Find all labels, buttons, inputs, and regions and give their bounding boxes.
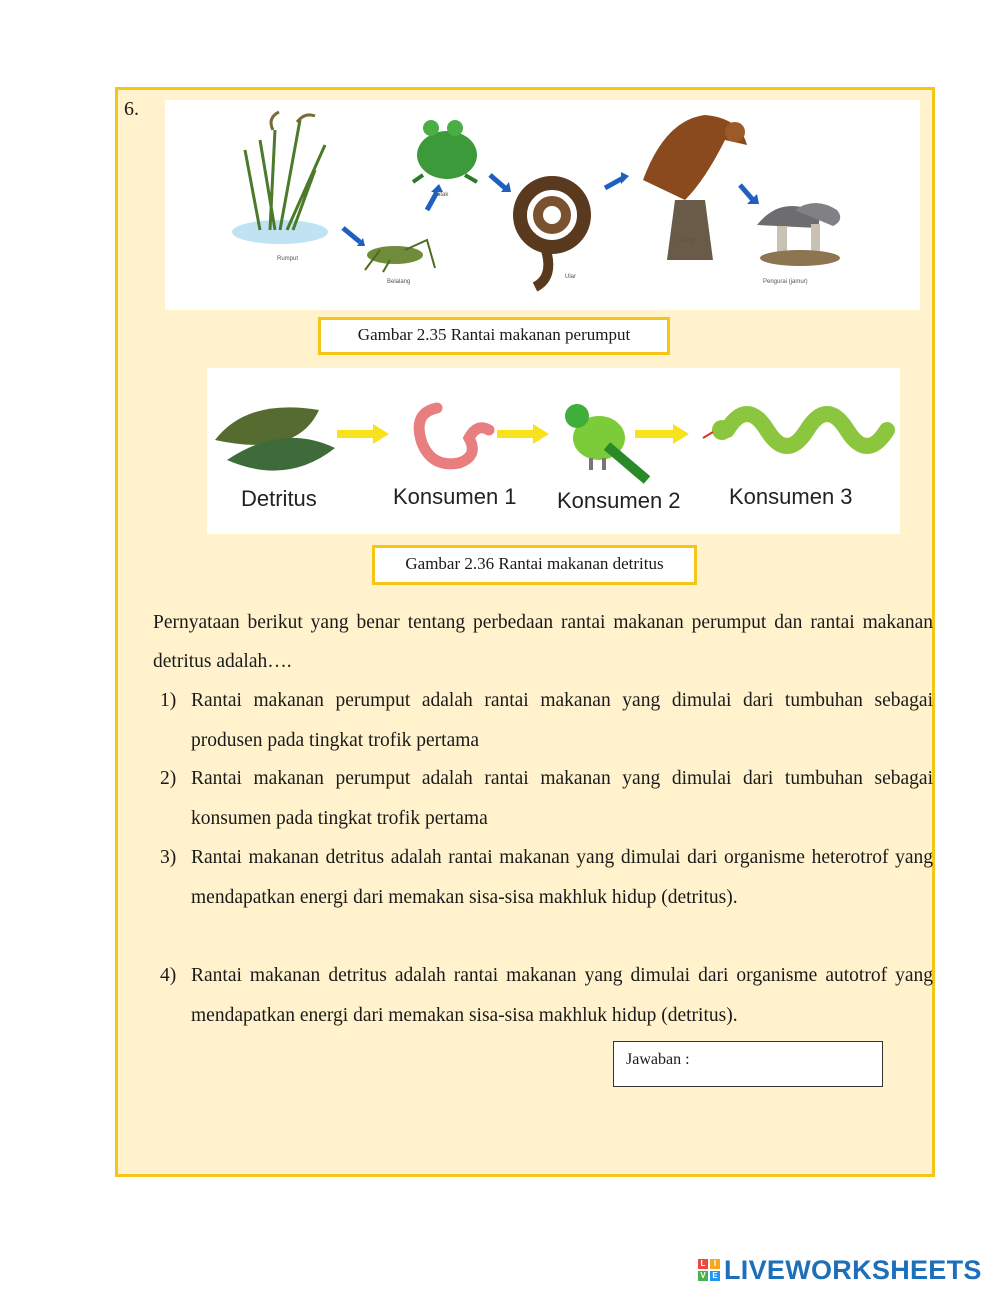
eagle-label: Elang <box>679 238 695 244</box>
answer-input[interactable] <box>613 1041 883 1087</box>
grazing-food-chain-figure <box>165 100 920 310</box>
eagle-illustration <box>643 115 747 260</box>
consumer3-label: Konsumen 3 <box>729 484 853 509</box>
answer-label: Jawaban : <box>626 1051 690 1068</box>
option-1 <box>160 681 933 760</box>
yellow-arrow-1 <box>337 424 389 444</box>
frog-illustration <box>413 120 477 182</box>
arrow-1 <box>343 228 360 242</box>
option-number: 2) <box>160 768 177 789</box>
figure2-caption: Gambar 2.36 Rantai makanan detritus <box>372 545 697 585</box>
detritus-label: Detritus <box>241 486 317 511</box>
dead-leaves-illustration <box>215 407 335 470</box>
option-2 <box>160 759 933 838</box>
decomposer-label: Pengurai (jamur) <box>763 279 808 285</box>
question-number: 6. <box>124 98 139 120</box>
grass-illustration <box>232 112 328 244</box>
consumer2-label: Konsumen 2 <box>557 488 681 513</box>
mushroom-illustration <box>757 203 840 266</box>
logo-mark-icon: L I V E <box>698 1259 720 1281</box>
option-4 <box>160 956 933 1035</box>
yellow-arrow-2 <box>497 424 549 444</box>
figure1-caption: Gambar 2.35 Rantai makanan perumput <box>318 317 670 355</box>
option-3 <box>160 838 933 917</box>
consumer1-label: Konsumen 1 <box>393 484 517 509</box>
snake-label: Ular <box>565 274 577 280</box>
option-text: Rantai makanan perumput adalah rantai makanan yang dimulai dari tumbuhan sebagai produsen pada tingkat trofik pertama <box>191 690 933 751</box>
option-text: Rantai makanan detritus adalah rantai makanan yang dimulai dari organisme autotrof yang mendapatkan energi dari memakan sisa-sisa makhluk hidup (detritus). <box>191 965 933 1026</box>
option-text: Rantai makanan detritus adalah rantai makanan yang dimulai dari organisme heterotrof yang mendapatkan energi dari memakan sisa-sisa makhluk hidup (detritus). <box>191 847 933 908</box>
liveworksheets-logo <box>698 1255 982 1285</box>
logo-text: LIVEWORKSHEETS <box>724 1254 982 1285</box>
snake-illustration <box>520 183 584 287</box>
option-number: 3) <box>160 847 177 868</box>
grasshopper-label: Belalang <box>387 279 411 285</box>
grasshopper-illustration <box>365 240 435 272</box>
snake-illustration-2 <box>703 414 887 446</box>
question-stem: Pernyataan berikut yang benar tentang perbedaan rantai makanan perumput dan rantai makanan detritus adalah…. <box>153 612 933 672</box>
worm-illustration <box>419 408 489 464</box>
frog-label: Katak <box>433 192 449 198</box>
option-number: 4) <box>160 965 177 986</box>
option-text: Rantai makanan perumput adalah rantai makanan yang dimulai dari tumbuhan sebagai konsumen pada tingkat trofik pertama <box>191 768 933 829</box>
grass-label: Rumput <box>277 256 299 262</box>
option-number: 1) <box>160 690 177 711</box>
bird-illustration <box>565 404 647 480</box>
detritus-food-chain-figure <box>207 368 900 534</box>
yellow-arrow-3 <box>635 424 689 444</box>
